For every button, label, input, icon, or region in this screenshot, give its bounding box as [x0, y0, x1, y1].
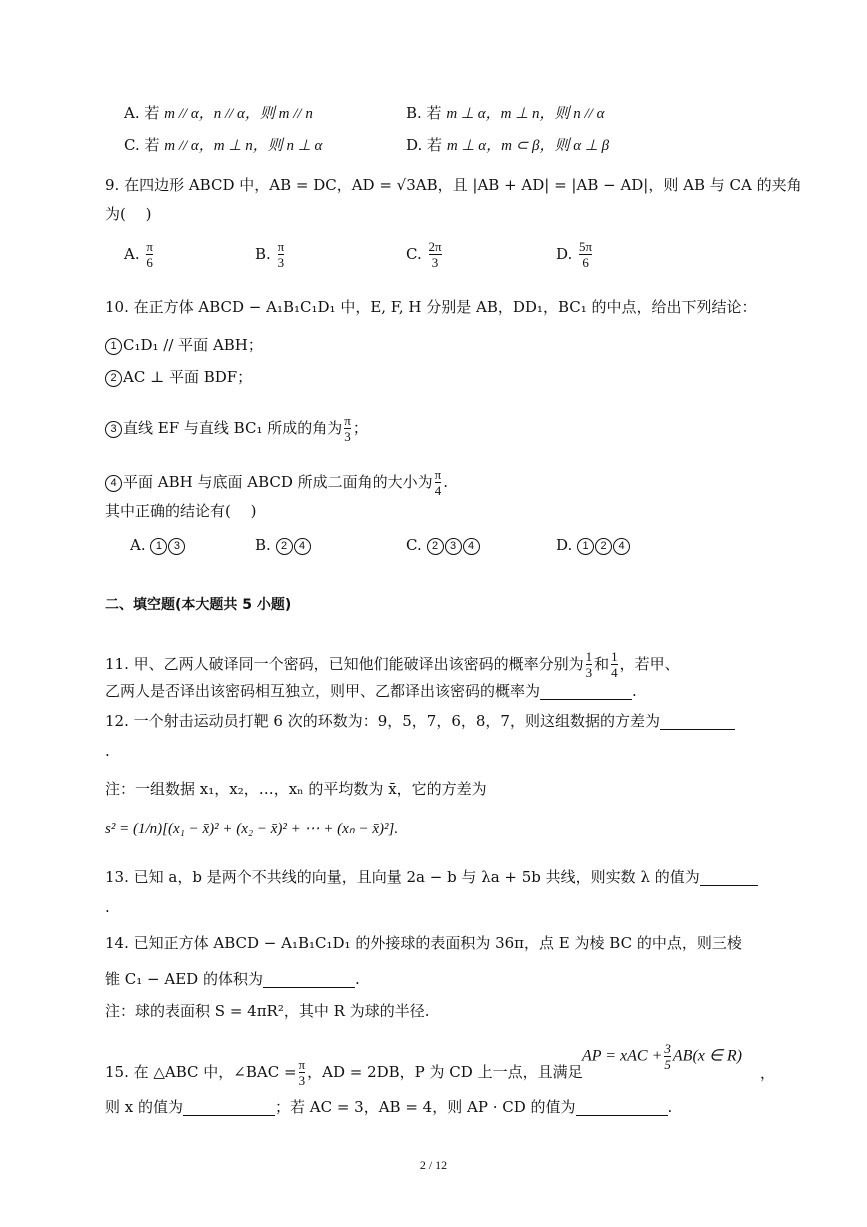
fraction-denominator: 3	[277, 255, 285, 270]
q9-option-c	[406, 240, 444, 270]
circled-number: 2	[105, 370, 122, 387]
circled-number: 2	[427, 538, 444, 555]
circled-number: 1	[105, 338, 122, 355]
option-label: D.	[556, 536, 573, 554]
q12-line2: .	[105, 742, 110, 760]
circled-number: 2	[276, 538, 293, 555]
q15-line2	[105, 1096, 672, 1118]
circled-number: 2	[595, 538, 612, 555]
q8-option-c-text: m // α，m ⊥ n，则 n ⊥ α	[164, 138, 323, 154]
q11-fraction-2	[611, 650, 618, 680]
fraction-denominator: 3	[298, 1073, 306, 1088]
q11-text: 乙两人是否译出该密码相互独立，则甲、乙都译出该密码的概率为	[105, 682, 541, 700]
q9-option-a	[124, 240, 155, 270]
option-label: C.	[406, 536, 422, 554]
answer-blank[interactable]	[263, 971, 355, 988]
q15-vector-formula	[582, 1042, 742, 1072]
q9-option-a-label: A.	[124, 245, 140, 263]
circled-number: 3	[105, 421, 122, 438]
q9-stem-line2: 为( )	[105, 205, 152, 223]
q9-option-b-label: B.	[255, 245, 271, 263]
q12-note: 注：一组数据 x₁，x₂，…，xₙ 的平均数为 x̄，它的方差为	[105, 780, 487, 798]
q8-option-d	[406, 134, 609, 157]
q15-fraction-angle	[299, 1058, 306, 1088]
fraction-numerator: π	[146, 239, 153, 254]
q15-comma: ，	[760, 1064, 776, 1082]
fraction-denominator: 6	[579, 254, 592, 270]
q9-option-b-fraction	[278, 240, 285, 270]
q13-line1	[105, 866, 758, 888]
fraction-numerator: π	[434, 467, 442, 482]
q14-line2	[105, 968, 360, 990]
fraction-denominator: 6	[146, 255, 153, 270]
q9-stem-line1: 9. 在四边形 ABCD 中，AB = DC，AD = √3AB，且 |AB + AD| = |AB − AD|，则 AB 与 CA 的夹角	[105, 176, 802, 194]
conclusion-fraction	[344, 414, 351, 444]
q10-option-c	[406, 534, 481, 556]
q11-text-end: ，若甲、	[619, 655, 680, 673]
fraction-numerator: π	[344, 413, 351, 428]
q8-option-b-label: B. 若	[406, 104, 442, 122]
conclusion-fraction	[435, 468, 442, 498]
answer-blank[interactable]	[183, 1099, 275, 1116]
option-label: B.	[255, 536, 271, 554]
formula-part: AB(x ∈ R)	[672, 1047, 742, 1065]
q9-option-d-label: D.	[556, 245, 573, 263]
conclusion-text: 平面 ABH 与底面 ABCD 所成二面角的大小为	[123, 473, 433, 491]
q9-option-c-fraction	[429, 240, 442, 270]
q12-text: 12. 一个射击运动员打靶 6 次的环数为：9，5，7，6，8，7，则这组数据的方差为	[105, 712, 660, 730]
q10-ask: 其中正确的结论有( )	[105, 502, 257, 520]
section-heading-fill-in: 二、填空题(本大题共 5 小题)	[105, 597, 292, 613]
page-number: 2 / 12	[419, 1158, 448, 1172]
q10-conclusion-3	[105, 414, 368, 444]
conclusion-end: .	[443, 473, 449, 491]
option-label: A.	[130, 536, 146, 554]
q9-option-c-label: C.	[406, 245, 422, 263]
q8-option-d-text: m ⊥ α，m ⊂ β，则 α ⊥ β	[446, 138, 610, 154]
answer-blank[interactable]	[540, 683, 632, 700]
q15-text: ，AD = 2DB，P 为 CD 上一点，且满足	[307, 1063, 583, 1081]
conclusion-text: AC ⊥ 平面 BDF；	[123, 368, 253, 386]
answer-blank[interactable]	[700, 869, 758, 886]
q9-option-a-fraction	[146, 240, 153, 270]
q12-variance-formula: s² = (1/n)[(x₁ − x̄)² + (x₂ − x̄)² + ⋯ + (xₙ − x̄)²].	[105, 821, 399, 837]
q13-line2: .	[105, 898, 110, 916]
q9-option-b	[255, 240, 286, 270]
conclusion-end: ；	[352, 419, 368, 437]
answer-blank[interactable]	[576, 1099, 668, 1116]
q14-note: 注：球的表面积 S = 4πR²，其中 R 为球的半径.	[105, 1002, 430, 1020]
fraction-numerator: 2π	[428, 239, 442, 254]
q14-end: .	[354, 970, 360, 988]
formula-part: AP = xAC +	[582, 1047, 663, 1065]
fraction-numerator: 1	[585, 649, 593, 664]
q10-conclusion-4	[105, 468, 448, 498]
circled-number: 4	[294, 538, 311, 555]
q10-stem: 10. 在正方体 ABCD − A₁B₁C₁D₁ 中，E, F, H 分别是 AB，DD₁，BC₁ 的中点，给出下列结论：	[105, 298, 757, 316]
circled-number: 4	[613, 538, 630, 555]
q15-text: 则 x 的值为	[105, 1098, 183, 1116]
q8-option-a-text: m // α，n // α，则 m // n	[164, 106, 313, 122]
q11-text: 11. 甲、乙两人破译同一个密码，已知他们能破译出该密码的概率分别为	[105, 655, 584, 673]
conclusion-text: 直线 EF 与直线 BC₁ 所成的角为	[123, 419, 343, 437]
fraction-denominator: 4	[434, 483, 442, 498]
q15-text: 15. 在 △ABC 中，∠BAC =	[105, 1063, 297, 1081]
conclusion-text: C₁D₁ // 平面 ABH；	[123, 336, 263, 354]
q9-option-d-fraction	[579, 240, 592, 270]
fraction-numerator: 1	[611, 649, 618, 664]
fraction-denominator: 3	[585, 665, 593, 680]
q9-option-d	[556, 240, 594, 270]
q8-option-c-label: C. 若	[124, 136, 160, 154]
q8-option-c	[124, 134, 322, 157]
fraction-numerator: π	[298, 1057, 306, 1072]
q11-line2	[105, 680, 637, 702]
q12-line1	[105, 710, 735, 732]
circled-number: 1	[150, 538, 167, 555]
q11-end: .	[632, 682, 637, 700]
q8-option-d-label: D. 若	[406, 136, 443, 154]
fraction-denominator: 5	[664, 1057, 671, 1072]
circled-number: 3	[445, 538, 462, 555]
q15-fraction-coef	[664, 1042, 671, 1072]
fraction-denominator: 4	[611, 665, 618, 680]
q10-conclusion-2	[105, 366, 252, 388]
circled-number: 4	[105, 475, 122, 492]
circled-number: 1	[577, 538, 594, 555]
q11-and: 和	[594, 655, 610, 673]
fraction-denominator: 3	[429, 254, 442, 270]
fraction-denominator: 3	[344, 429, 351, 444]
q10-conclusion-1	[105, 334, 263, 356]
q8-option-a	[124, 102, 313, 125]
q8-option-b	[406, 102, 604, 125]
q13-text: 13. 已知 a，b 是两个不共线的向量，且向量 2a − b 与 λa + 5b 共线，则实数 λ 的值为	[105, 868, 700, 886]
q14-line1: 14. 已知正方体 ABCD − A₁B₁C₁D₁ 的外接球的表面积为 36π，点 E 为棱 BC 的中点，则三棱	[105, 934, 742, 952]
q10-option-b	[255, 534, 312, 556]
q11-fraction-1	[586, 650, 593, 680]
q8-option-a-label: A. 若	[124, 104, 160, 122]
q15-line1	[105, 1058, 583, 1088]
q14-text: 锥 C₁ − AED 的体积为	[105, 970, 263, 988]
q11-line1	[105, 650, 680, 680]
fraction-numerator: 5π	[579, 239, 593, 254]
q10-option-a	[130, 534, 186, 556]
q10-option-d	[556, 534, 631, 556]
fraction-numerator: 3	[664, 1041, 671, 1056]
fraction-numerator: π	[277, 239, 285, 254]
circled-number: 3	[168, 538, 185, 555]
answer-blank[interactable]	[660, 713, 735, 730]
circled-number: 4	[463, 538, 480, 555]
q8-option-b-text: m ⊥ α，m ⊥ n，则 n // α	[446, 106, 605, 122]
q15-end: .	[667, 1098, 673, 1116]
q15-text: ；若 AC = 3，AB = 4，则 AP · CD 的值为	[275, 1098, 576, 1116]
